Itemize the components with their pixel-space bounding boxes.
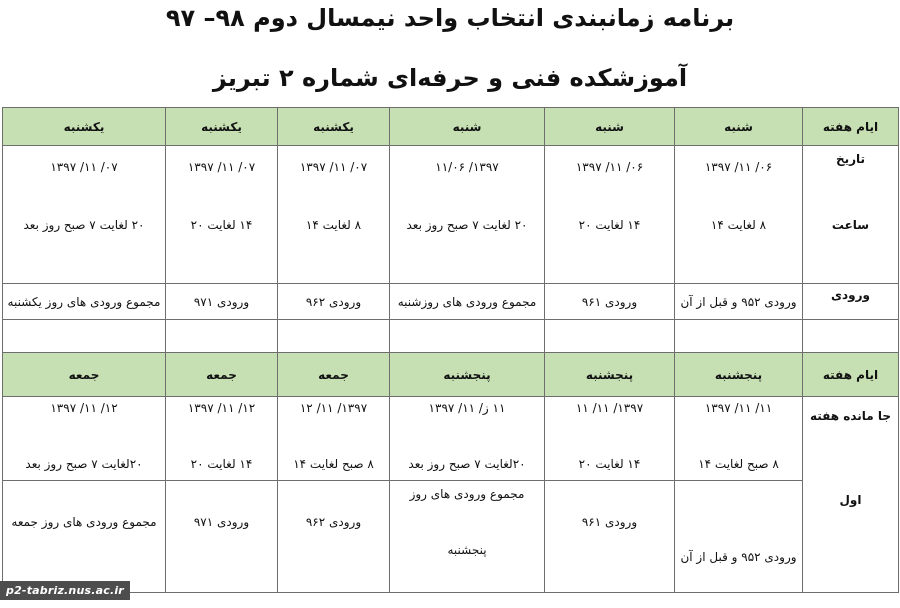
week1-header-row bbox=[3, 108, 899, 146]
page-subtitle: آموزشکده فنی و حرفه‌ای شماره ۲ تبریز bbox=[212, 64, 688, 92]
week1-label-time: ساعت bbox=[831, 218, 870, 232]
week1-time-5: ۱۴ لغایت ۲۰ bbox=[190, 218, 253, 232]
week2-date-2: ۱۳۹۷/ ۱۱/ ۱۱ bbox=[575, 401, 644, 415]
week2-time-1: ۸ صبح لغایت ۱۴ bbox=[698, 457, 779, 471]
week1-label-entry: ورودی bbox=[803, 284, 899, 320]
week1-time-4: ۸ لغایت ۱۴ bbox=[305, 218, 362, 232]
week2-day-3: پنجشنبه bbox=[390, 353, 545, 397]
week2-date-1: ۱۱/ ۱۱/ ۱۳۹۷ bbox=[704, 401, 773, 415]
week2-entry-1: ورودی ۹۵۲ و قبل از آن bbox=[675, 481, 803, 593]
week2-day-2: پنجشنبه bbox=[545, 353, 675, 397]
week1-time-6: ۲۰ لغایت ۷ صبح روز بعد bbox=[23, 218, 145, 232]
week1-entry-1: ورودی ۹۵۲ و قبل از آن bbox=[675, 284, 803, 320]
week2-time-3: ۲۰لغایت ۷ صبح روز بعد bbox=[408, 457, 526, 471]
week2-entry-2: ورودی ۹۶۱ bbox=[545, 481, 675, 593]
week2-label-weekdays: ایام هفته bbox=[803, 353, 899, 397]
week1-day-4: یکشنبه bbox=[278, 108, 390, 146]
week2-date-5: ۱۲/ ۱۱/ ۱۳۹۷ bbox=[187, 401, 256, 415]
week2-datetime-row bbox=[3, 397, 899, 481]
week2-header-row bbox=[3, 353, 899, 397]
week1-entry-6: مجموع ورودی های روز یکشنبه bbox=[3, 284, 166, 320]
week1-day-5: یکشنبه bbox=[166, 108, 278, 146]
week2-label-side-1: جا مانده هفته bbox=[809, 409, 892, 423]
week1-date-5: ۰۷/ ۱۱/ ۱۳۹۷ bbox=[187, 160, 256, 174]
week2-day-1: پنجشنبه bbox=[675, 353, 803, 397]
week1-time-1: ۸ لغایت ۱۴ bbox=[710, 218, 767, 232]
week2-day-5: جمعه bbox=[166, 353, 278, 397]
week1-entry-4: ورودی ۹۶۲ bbox=[278, 284, 390, 320]
week1-label-date: تاریخ bbox=[835, 152, 866, 166]
week2-entry-row bbox=[3, 481, 899, 593]
schedule-table bbox=[2, 107, 899, 593]
week1-day-1: شنبه bbox=[675, 108, 803, 146]
week2-time-2: ۱۴ لغایت ۲۰ bbox=[578, 457, 641, 471]
week2-entry-3-line2: پنجشنبه bbox=[447, 543, 487, 557]
week1-datetime-row bbox=[3, 146, 899, 284]
week1-entry-5: ورودی ۹۷۱ bbox=[166, 284, 278, 320]
week1-date-1: ۰۶/ ۱۱/ ۱۳۹۷ bbox=[704, 160, 773, 174]
week1-day-6: یکشنبه bbox=[3, 108, 166, 146]
week1-entry-2: ورودی ۹۶۱ bbox=[545, 284, 675, 320]
week2-entry-6: مجموع ورودی های روز جمعه bbox=[3, 481, 166, 593]
week2-entry-4: ورودی ۹۶۲ bbox=[278, 481, 390, 593]
week2-date-6: ۱۲/ ۱۱/ ۱۳۹۷ bbox=[50, 401, 118, 415]
week1-entry-row bbox=[3, 284, 899, 320]
week1-date-6: ۰۷/ ۱۱/ ۱۳۹۷ bbox=[50, 160, 118, 174]
week2-date-4: ۱۳۹۷/ ۱۱/ ۱۲ bbox=[299, 401, 368, 415]
page-title: برنامه زمانبندی انتخاب واحد نیمسال دوم ۹۸– ۹۷ bbox=[165, 4, 735, 32]
week1-date-4: ۰۷/ ۱۱/ ۱۳۹۷ bbox=[299, 160, 368, 174]
site-watermark: p2-tabriz.nus.ac.ir bbox=[0, 581, 130, 600]
week2-day-6: جمعه bbox=[3, 353, 166, 397]
week1-entry-3: مجموع ورودی های روزشنبه bbox=[390, 284, 545, 320]
week1-time-3: ۲۰ لغایت ۷ صبح روز بعد bbox=[406, 218, 528, 232]
week2-day-4: جمعه bbox=[278, 353, 390, 397]
week1-date-3: ۱۳۹۷/ ۱۱/۰۶ bbox=[435, 160, 499, 174]
table-spacer bbox=[3, 320, 899, 353]
week1-day-2: شنبه bbox=[545, 108, 675, 146]
week1-label-weekdays: ایام هفته bbox=[803, 108, 899, 146]
week1-time-2: ۱۴ لغایت ۲۰ bbox=[578, 218, 641, 232]
week2-entry-3-line1: مجموع ورودی های روز bbox=[409, 487, 525, 501]
week2-entry-5: ورودی ۹۷۱ bbox=[166, 481, 278, 593]
week1-day-3: شنبه bbox=[390, 108, 545, 146]
week2-time-4: ۸ صبح لغایت ۱۴ bbox=[293, 457, 374, 471]
week1-date-2: ۰۶/ ۱۱/ ۱۳۹۷ bbox=[575, 160, 644, 174]
week2-time-6: ۲۰لغایت ۷ صبح روز بعد bbox=[25, 457, 143, 471]
week2-date-3: ۱۱ ز/ ۱۱/ ۱۳۹۷ bbox=[428, 401, 506, 415]
week2-label-side-2: اول bbox=[839, 493, 862, 507]
week2-time-5: ۱۴ لغایت ۲۰ bbox=[190, 457, 253, 471]
